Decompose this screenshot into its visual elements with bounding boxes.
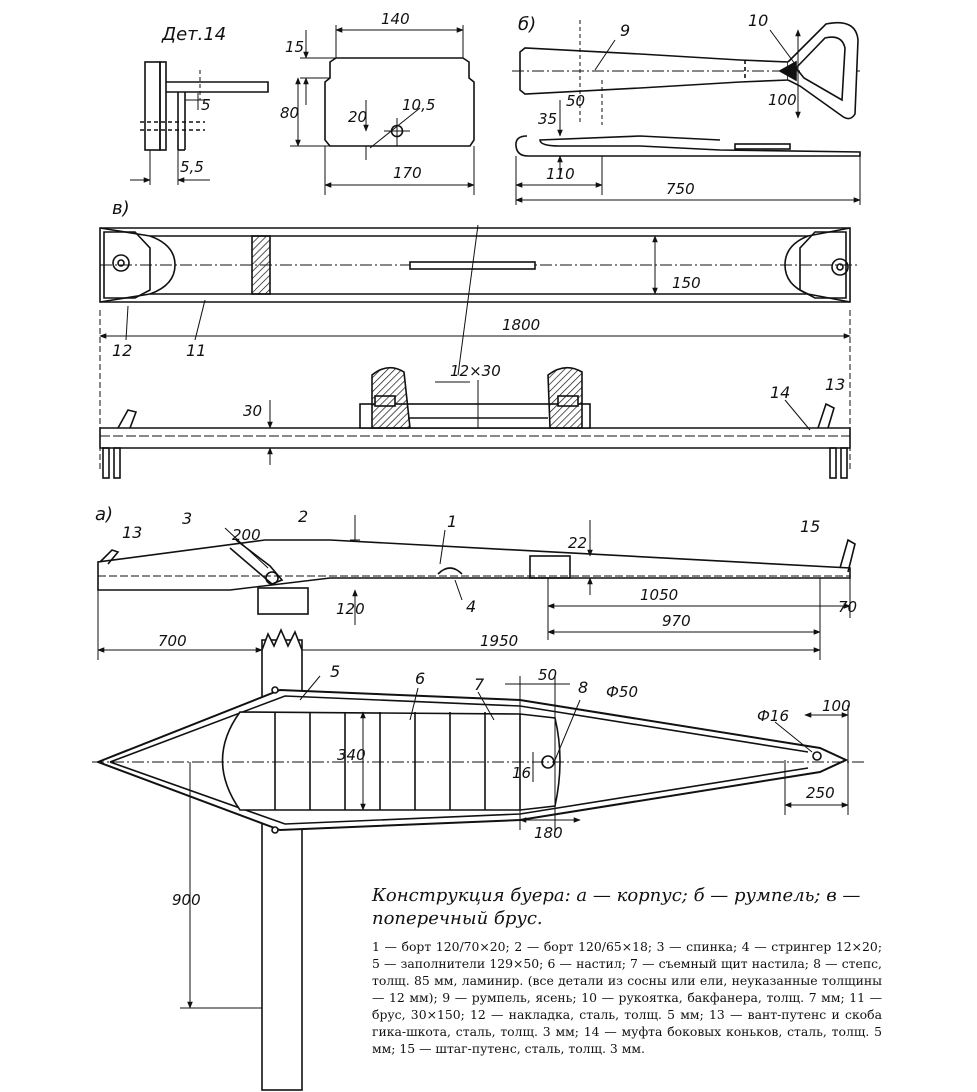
- part-number-9: 9: [620, 21, 631, 40]
- dim-15: 15: [285, 38, 305, 56]
- part-number-7: 7: [474, 675, 485, 694]
- caption-legend: 1 — борт 120/70×20; 2 — борт 120/65×18; 3 — спинка; 4 — стрингер 12×20; 5 — заполнители 129×50; 6 — настил; 7 — съемный щит настила; 8 — степс, толщ. 85 мм, ламинир. (все детали из сосны или ели, неуказанные толщины — 12 мм); 9 — румпель, ясень; 10 — рукоятка, бакфанера, толщ. 7 мм; 11 — брус, 30×150; 12 — накладка, сталь, толщ. 5 мм; 13 — вант-путенс и скоба гика-шкота, сталь, толщ. 3 мм; 14 — муфта боковых коньков, сталь, толщ. 5 мм; 15 — штаг-путенс, сталь, толщ. 3 мм.: [372, 939, 882, 1056]
- dim-250: 250: [806, 784, 835, 802]
- caption-block: [372, 884, 882, 1057]
- part-number-1: 1: [447, 512, 458, 531]
- dim-50: 50: [566, 92, 586, 110]
- part-number-2: 2: [298, 507, 309, 526]
- part-number-13-hull: 13: [122, 523, 143, 542]
- dim-340: 340: [337, 746, 366, 764]
- part-number-6: 6: [415, 669, 426, 688]
- part-label: Дет.14: [162, 24, 227, 45]
- dim-100: 100: [768, 91, 797, 109]
- dim-180: 180: [534, 824, 563, 842]
- dim-22: 22: [568, 534, 588, 552]
- dim-750: 750: [666, 180, 695, 198]
- crossbeam-side-view: [100, 368, 850, 478]
- dim-5: 5: [201, 96, 211, 114]
- dim-140: 140: [381, 10, 410, 28]
- dim-150: 150: [672, 274, 701, 292]
- dim-10-5: 10,5: [402, 96, 436, 114]
- view-label-v: в): [112, 198, 130, 219]
- dim-1950: 1950: [480, 632, 519, 650]
- dim-170: 170: [393, 164, 422, 182]
- hull-side-view: [98, 515, 858, 660]
- dim-200: 200: [232, 526, 261, 544]
- part-number-13-crossbeam: 13: [825, 375, 846, 394]
- part-number-4: 4: [466, 597, 477, 616]
- dim-35: 35: [538, 110, 558, 128]
- dim-phi-50: Ф50: [606, 683, 638, 701]
- dim-110: 110: [546, 165, 575, 183]
- part-number-5: 5: [330, 662, 341, 681]
- tiller-plan-view: [512, 20, 860, 125]
- part-number-10: 10: [748, 11, 769, 30]
- dim-phi-16: Ф16: [757, 707, 789, 725]
- dim-700: 700: [158, 632, 187, 650]
- part-number-11: 11: [186, 341, 207, 360]
- dim-16: 16: [512, 764, 532, 782]
- dim-12x30: 12×30: [450, 362, 501, 380]
- part-number-3: 3: [182, 509, 193, 528]
- dim-50-plan: 50: [538, 666, 558, 684]
- view-label-b: б): [518, 14, 537, 35]
- caption-title: Конструкция буера: а — корпус; б — румпель; в — поперечный брус.: [372, 885, 861, 929]
- part-number-14: 14: [770, 383, 791, 402]
- crossbeam-plan-view: [100, 225, 860, 470]
- dim-1800: 1800: [502, 316, 541, 334]
- dim-970: 970: [662, 612, 691, 630]
- detail-14-plate-view: [290, 25, 474, 195]
- dim-70: 70: [838, 598, 858, 616]
- part-number-12: 12: [112, 341, 133, 360]
- part-number-15: 15: [800, 517, 821, 536]
- dim-30: 30: [243, 402, 263, 420]
- view-label-a: а): [95, 504, 114, 525]
- dim-120: 120: [336, 600, 365, 618]
- dim-100-plan: 100: [822, 697, 851, 715]
- part-number-8: 8: [578, 678, 589, 697]
- dim-20: 20: [348, 108, 368, 126]
- dim-80: 80: [280, 104, 300, 122]
- dim-1050: 1050: [640, 586, 679, 604]
- dim-5-5: 5,5: [180, 158, 204, 176]
- dim-900: 900: [172, 891, 201, 909]
